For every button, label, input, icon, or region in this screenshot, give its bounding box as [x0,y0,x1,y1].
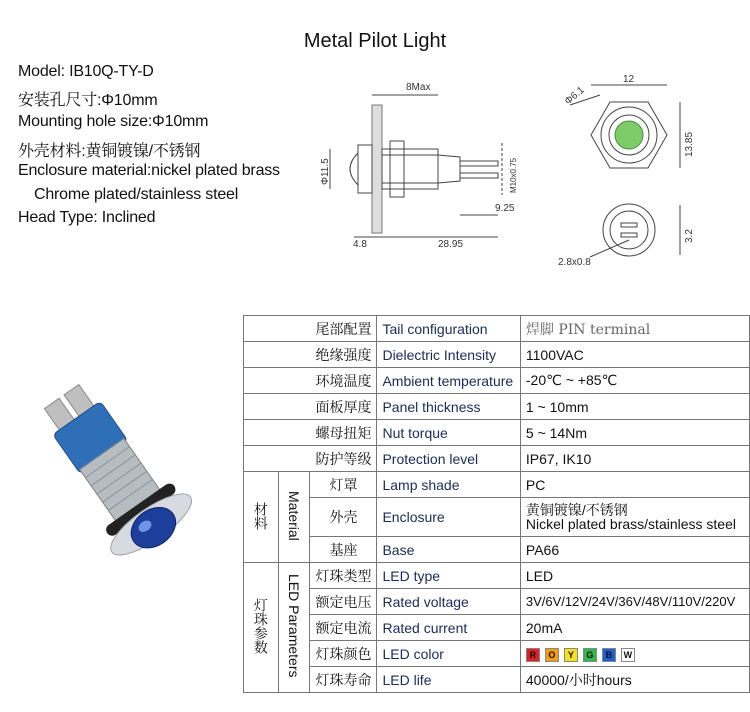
protection-en: Protection level [377,446,520,472]
protection-zh: 防护等级 [244,446,377,472]
led-color-val [520,641,749,667]
tail-en: Tail configuration [377,316,520,342]
dim-13-85: 13.85 [684,131,695,157]
technical-drawing [320,75,700,275]
ambient-val: -20℃ ~ +85℃ [520,368,749,394]
dim-2-8x0-8: 2.8x0.8 [558,257,591,268]
panel-zh: 面板厚度 [244,394,377,420]
panel-en: Panel thickness [377,394,520,420]
table-row [244,641,750,667]
dielectric-val: 1100VAC [520,342,749,368]
led-color-chip: Y [564,648,578,662]
led-group-en: LED Parameters [278,563,310,693]
torque-en: Nut torque [377,420,520,446]
enclosure-material-en-2: Chrome plated/stainless steel [34,186,239,203]
ambient-en: Ambient temperature [377,368,520,394]
ambient-zh: 环境温度 [244,368,377,394]
enclosure-val-en: Nickel plated brass/stainless steel [525,516,736,532]
enclosure-material-en: Enclosure material:nickel plated brass [18,162,280,179]
table-row [244,472,750,498]
base-zh: 基座 [310,537,377,563]
dielectric-zh: 绝缘强度 [244,342,377,368]
dim-12: 12 [623,75,635,85]
led-color-zh: 灯珠颜色 [310,641,377,667]
base-val: PA66 [520,537,749,563]
rated-voltage-zh: 额定电压 [310,589,377,615]
model-line: Model: IB10Q-TY-D [18,63,154,80]
panel-val: 1 ~ 10mm [520,394,749,420]
led-color-chip: G [583,648,597,662]
led-color-en: LED color [377,641,520,667]
tail-zh: 尾部配置 [244,316,377,342]
rated-voltage-val: 3V/6V/12V/24V/36V/48V/110V/220V [520,589,749,615]
protection-val: IP67, IK10 [520,446,749,472]
rated-current-en: Rated current [377,615,520,641]
material-group-en: Material [278,472,310,563]
lamp-shade-zh: 灯罩 [310,472,377,498]
table-row [244,394,750,420]
table-row [244,368,750,394]
dim-4-8: 4.8 [353,239,367,250]
dielectric-en: Dielectric Intensity [377,342,520,368]
product-photo [32,380,227,605]
enclosure-val-zh: 黄铜镀镍/不锈钢 [525,502,628,518]
rated-current-val: 20mA [520,615,749,641]
dim-dia-11-5: Φ11.5 [320,158,331,185]
dim-8max: 8Max [406,82,431,93]
spec-table [243,315,750,693]
table-row [244,667,750,693]
tail-val: 焊脚 PIN terminal [520,316,749,342]
dim-thread: M10x0.75 [509,157,518,193]
enclosure-zh: 外壳 [310,498,377,537]
base-en: Base [377,537,520,563]
led-color-chip: R [526,648,540,662]
led-life-zh: 灯珠寿命 [310,667,377,693]
table-row [244,498,750,537]
table-row [244,420,750,446]
enclosure-val [520,498,749,537]
led-color-chip: W [621,648,635,662]
dim-dia-6-1: Φ6.1 [562,84,587,108]
material-group-zh: 材料 [244,472,279,563]
mounting-hole-zh: 安装孔尺寸:Φ10mm [18,92,158,109]
head-type: Head Type: Inclined [18,209,156,226]
led-life-val: 40000/小时hours [520,667,749,693]
lamp-shade-val: PC [520,472,749,498]
table-row [244,563,750,589]
led-color-chip: O [545,648,559,662]
table-row [244,615,750,641]
enclosure-material-zh: 外壳材料:黄铜镀镍/不锈钢 [18,143,201,160]
torque-zh: 螺母扭矩 [244,420,377,446]
rated-current-zh: 额定电流 [310,615,377,641]
mounting-hole-en: Mounting hole size:Φ10mm [18,113,209,130]
dim-28-95: 28.95 [438,239,464,250]
table-row [244,342,750,368]
torque-val: 5 ~ 14Nm [520,420,749,446]
enclosure-en: Enclosure [377,498,520,537]
dim-3-2: 3.2 [684,229,695,243]
table-row [244,446,750,472]
rated-voltage-en: Rated voltage [377,589,520,615]
led-type-en: LED type [377,563,520,589]
led-type-zh: 灯珠类型 [310,563,377,589]
table-row [244,316,750,342]
led-life-en: LED life [377,667,520,693]
led-group-zh: 灯珠参数 [244,563,279,693]
led-type-val: LED [520,563,749,589]
led-color-chip: B [602,648,616,662]
table-row [244,537,750,563]
dim-9-25: 9.25 [495,203,515,214]
table-row [244,589,750,615]
lamp-shade-en: Lamp shade [377,472,520,498]
page-title: Metal Pilot Light [303,30,447,52]
